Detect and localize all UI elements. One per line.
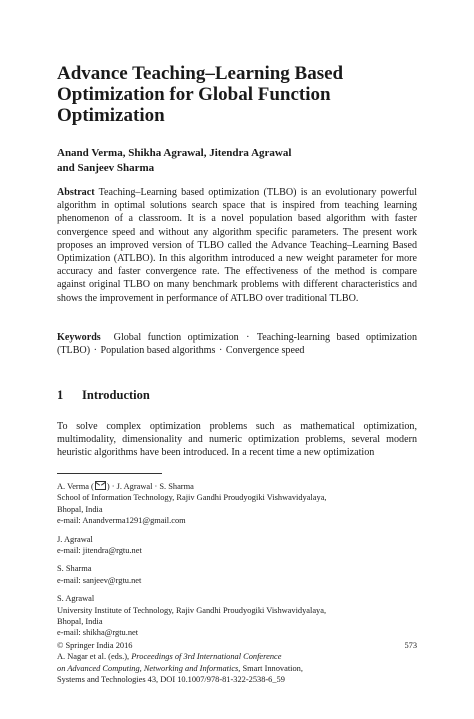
affiliation-institution: School of Information Technology, Rajiv Gandhi Proudyogiki Vishwavidyalaya, [57,493,327,503]
coauthor-names: ) · J. Agrawal · S. Sharma [106,482,194,491]
keyword-separator: · [219,345,223,357]
authors-line-2: and Sanjeev Sharma [57,162,155,174]
affiliation-block [57,563,417,586]
affiliation-author: J. Agrawal [57,534,93,544]
citation-series: , Smart Innovation, [238,663,303,673]
footnote-divider [57,473,162,474]
affiliation-author: S. Sharma [57,564,92,574]
abstract-text: Teaching–Learning based optimization (TLBO) is an evolutionary powerful algorithm in optimal solutions search space that is inspired from teaching learning phenomenon of a classroom. It is a novel population based algorithm with faster convergence speed and without any algorithm specific parameters. The present work proposes an improved version of TLBO called the Advance Teaching–Learning Based Optimization (ATLBO). In this algorithm introduced a new weight parameter for more accuracy and faster convergence rate. The effectiveness of the method is compare against original TLBO on many benchmark problems with different characteristics and shows the improvement in performance of ATLBO over traditional TLBO. [57,187,418,304]
authors-line-1: Anand Verma, Shikha Agrawal, Jitendra Agrawal [57,147,292,159]
citation-line [57,663,417,674]
affiliation-author: S. Agrawal [57,594,95,604]
section-number: 1 [57,388,64,402]
affiliation-block [57,534,417,557]
affiliation-location: Bhopal, India [57,617,103,627]
title-line-3: Optimization [57,105,165,126]
copyright-notice: © Springer India 2016 [57,641,133,650]
citation-editors: A. Nagar et al. (eds.), [57,652,132,662]
page-number: 573 [404,641,417,650]
keywords-label: Keywords [57,332,101,343]
introduction-text: To solve complex optimization problems such as mathematical optimization, multimodality, dimensionality and numeric optimization problems, several modern heuristic algorithms have been introduced. In a recent time a new optimization [57,421,417,459]
affiliation-location: Bhopal, India [57,504,103,514]
keyword-item: Teaching-learning based optimization (TLBO) [57,332,417,357]
abstract [57,186,417,305]
keywords [57,331,417,357]
citation-line [57,651,417,662]
citation-proceedings: Proceedings of 3rd International Conference [131,652,282,662]
keyword-item: Convergence speed [225,345,305,357]
citation-conference: on Advanced Computing, Networking and Informatics [57,663,239,673]
affiliation-block [57,481,417,527]
citation-doi: Systems and Technologies 43, DOI 10.1007/978-81-322-2538-6_59 [57,675,285,685]
title-line-2: Optimization for Global Function [57,84,331,105]
author-list [57,146,417,176]
affiliation-email: e-mail: shikha@rgtu.net [57,628,139,638]
keyword-item: Global function optimization [113,332,239,343]
affiliation-block [57,593,417,639]
affiliation-authors [57,481,417,492]
title-line-1: Advance Teaching–Learning Based [57,63,344,84]
envelope-icon [95,481,106,490]
keyword-item: Population based algorithms [100,345,216,357]
section-heading [57,388,417,403]
corresponding-author-name: A. Verma ( [57,482,94,491]
abstract-label: Abstract [57,187,95,198]
publication-footer [57,640,417,686]
author-affiliations [57,481,417,646]
affiliation-email: e-mail: sanjeev@rgtu.net [57,575,142,585]
affiliation-email: e-mail: Anandverma1291@gmail.com [57,516,186,526]
keyword-separator: · [246,332,250,343]
affiliation-institution: University Institute of Technology, Rajiv Gandhi Proudyogiki Vishwavidyalaya, [57,605,327,615]
affiliation-email: e-mail: jitendra@rgtu.net [57,546,142,556]
paper-title [57,63,417,126]
keyword-separator: · [93,345,97,357]
section-title: Introduction [82,388,150,402]
